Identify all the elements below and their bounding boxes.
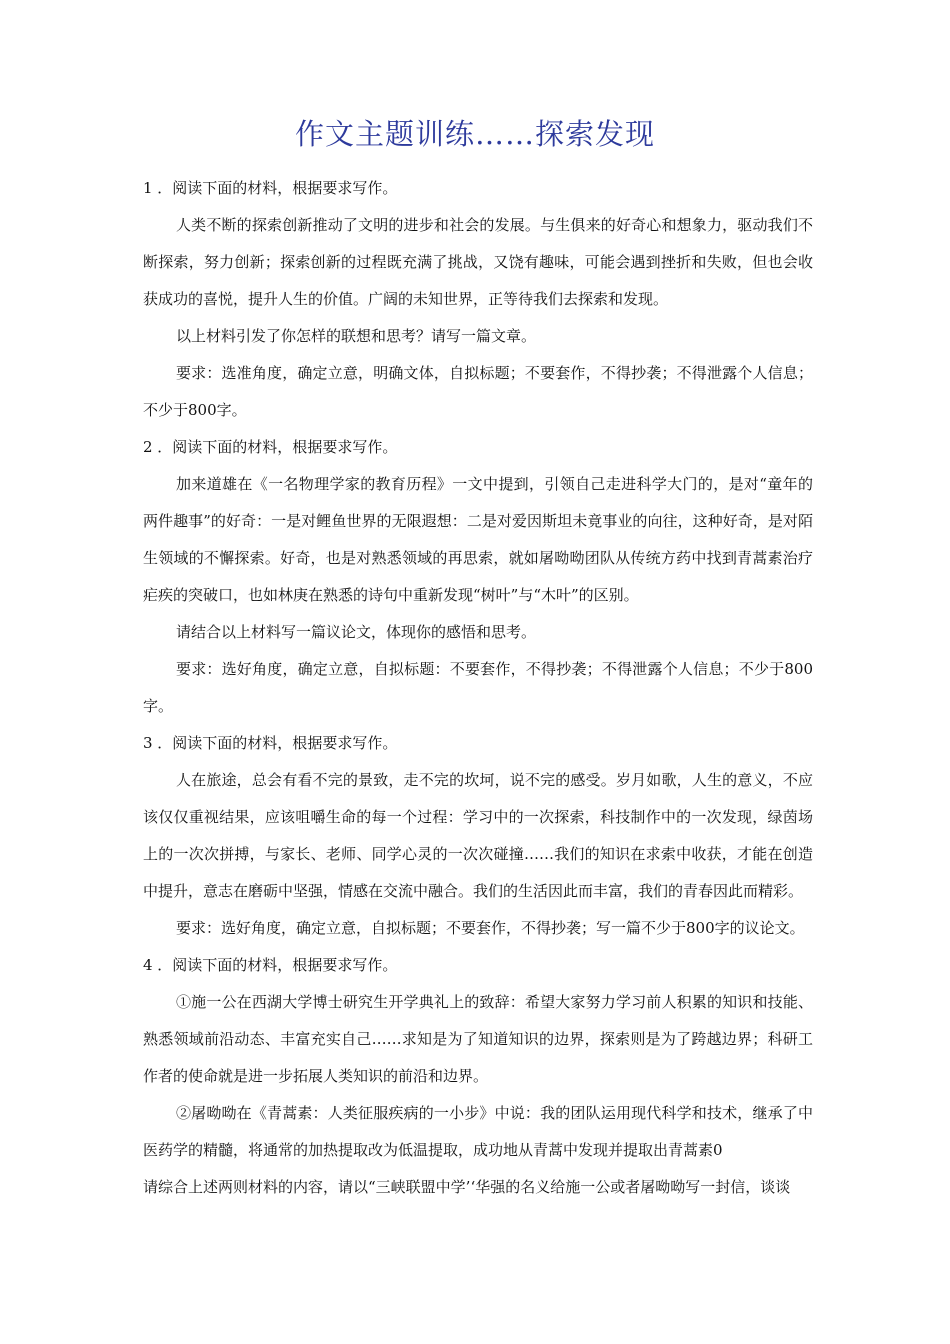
question-paragraph: 人类不断的探索创新推动了文明的进步和社会的发展。与生俱来的好奇心和想象力，驱动我们不断探索，努力创新；探索创新的过程既充满了挑战，又饶有趣味，可能会遇到挫折和失败，但也会收获成功的喜悦，提升人生的价值。广阔的未知世界，正等待我们去探索和发现。 [143, 216, 813, 308]
question-paragraph: 以上材料引发了你怎样的联想和思考？请写一篇文章。 [176, 327, 537, 345]
question-heading: 4 ．阅读下面的材料，根据要求写作。 [143, 956, 398, 974]
question-heading: 1 ．阅读下面的材料，根据要求写作。 [143, 179, 398, 197]
page-title: 作文主题训练……探索发现 [294, 117, 655, 151]
question-paragraph: 请结合以上材料写一篇议论文，体现你的感悟和思考。 [176, 623, 537, 641]
question-heading: 3 ．阅读下面的材料，根据要求写作。 [143, 734, 398, 752]
document-body [143, 170, 813, 1206]
question-paragraph: ②屠呦呦在《青蒿素：人类征服疾病的一小步》中说：我的团队运用现代科学和技术，继承了中医药学的精髓，将通常的加热提取改为低温提取，成功地从青蒿中发现并提取出青蒿素0 [143, 1104, 813, 1159]
question-requirement: 要求：选准角度，确定立意，明确文体，自拟标题；不要套作，不得抄袭；不得泄露个人信息；不少于800字。 [143, 364, 813, 419]
question-requirement: 要求：选好角度，确定立意，自拟标题；不要套作，不得抄袭；写一篇不少于800字的议论文。 [176, 919, 805, 937]
question-heading: 2 ．阅读下面的材料，根据要求写作。 [143, 438, 398, 456]
question-paragraph: 人在旅途，总会有看不完的景致，走不完的坎坷，说不完的感受。岁月如歌，人生的意义，不应该仅仅重视结果，应该咀嚼生命的每一个过程：学习中的一次探索，科技制作中的一次发现，绿茵场上的一次次拼搏，与家长、老师、同学心灵的一次次碰撞……我们的知识在求索中收获，才能在创造中提升，意志在磨砺中坚强，情感在交流中融合。我们的生活因此而丰富，我们的青春因此而精彩。 [143, 771, 813, 900]
question-paragraph: ①施一公在西湖大学博士研究生开学典礼上的致辞：希望大家努力学习前人积累的知识和技能、熟悉领域前沿动态、丰富充实自己……求知是为了知道知识的边界，探索则是为了跨越边界；科研工作者的使命就是进一步拓展人类知识的前沿和边界。 [143, 993, 813, 1085]
question-requirement: 要求：选好角度，确定立意，自拟标题：不要套作，不得抄袭；不得泄露个人信息；不少于800字。 [143, 660, 813, 715]
question-tail-text: 请综合上述两则材料的内容，请以“三峡联盟中学’‘华强的名义给施一公或者屠呦呦写一封信，谈谈 [143, 1178, 791, 1196]
question-paragraph: 加来道雄在《一名物理学家的教育历程》一文中提到，引领自己走进科学大门的，是对“童年的两件趣事”的好奇：一是对鲤鱼世界的无限遐想：二是对爱因斯坦未竟事业的向往，这种好奇，是对陌生领域的不懈探索。好奇，也是对熟悉领域的再思索，就如屠呦呦团队从传统方药中找到青蒿素治疗疟疾的突破口，也如林庚在熟悉的诗句中重新发现“树叶”与“木叶”的区别。 [143, 475, 813, 604]
